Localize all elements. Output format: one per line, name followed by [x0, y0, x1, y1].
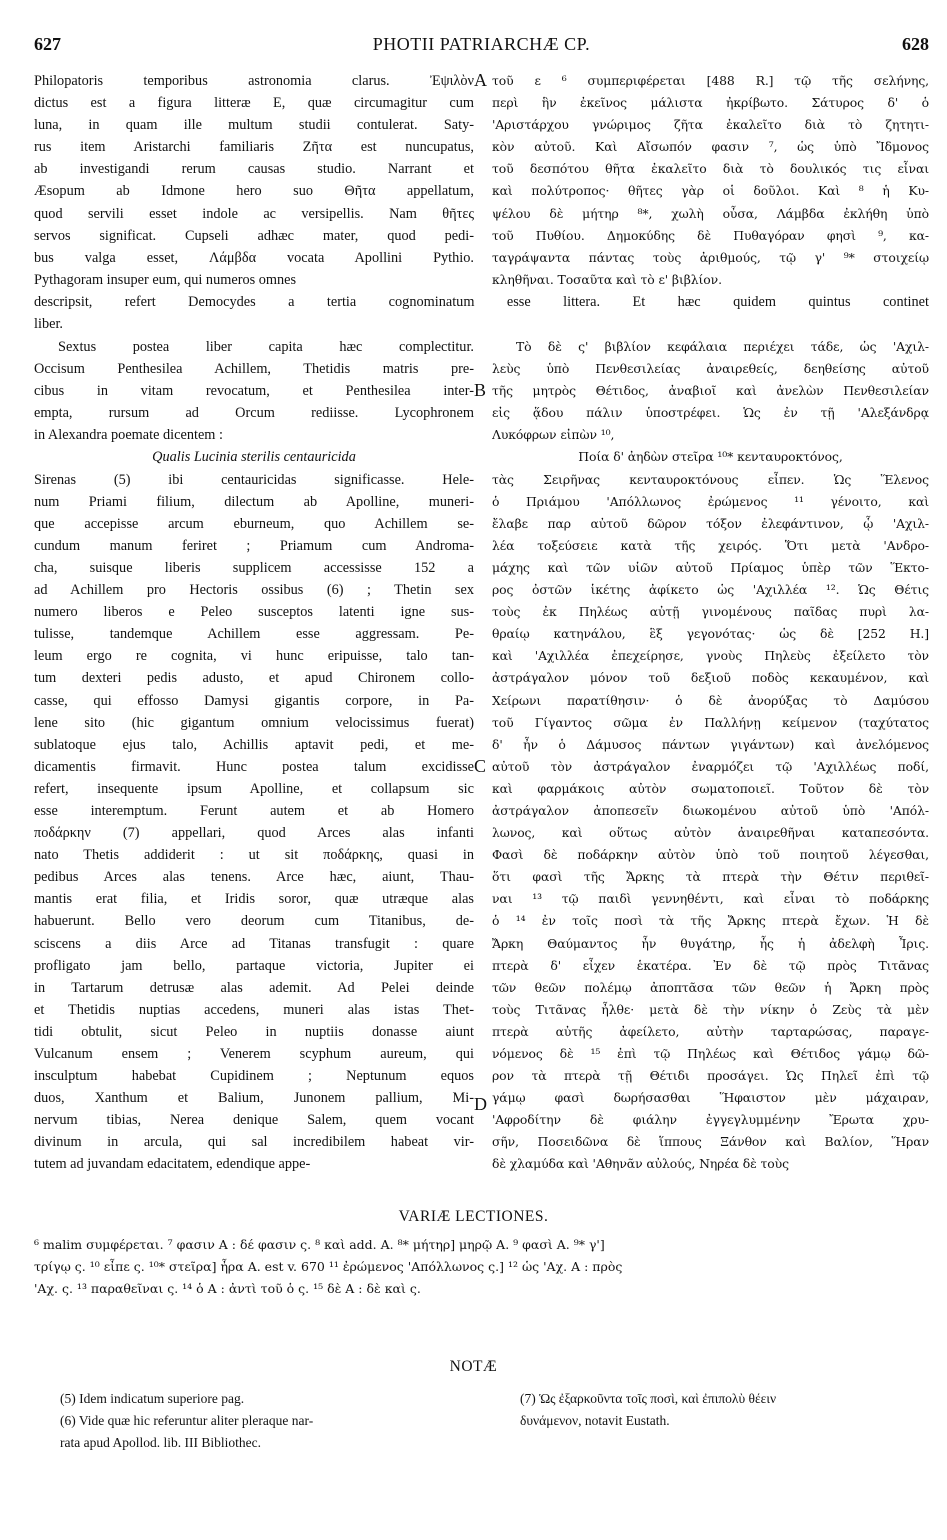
text-line: καὶ πολύτροπος· θῆτες γὰρ οἱ δοῦλοι. Καὶ ⁸ ἡ Κυ- [492, 183, 929, 199]
text-line: κληθῆναι. Τοσαῦτα καὶ τὸ ε' βιβλίον. [492, 271, 722, 287]
text-line: refert, insequente ipsum Apolline, et collapsum sic [34, 780, 474, 797]
varia-lectiones [34, 1236, 929, 1302]
text-line: esse interemptum. Ferunt autem et ab Homero [34, 802, 474, 819]
text-line: πτερὰ δ' εἶχεν ἑκατέρα. Ἐν δὲ τῷ πρὸς Τιτᾶνας [492, 957, 929, 973]
text-line: tum dexteri pedis adusto, et apud Chironem collo- [34, 670, 474, 687]
text-line: γάμῳ φασὶ δωρήσασθαι Ἥφαιστον μὲν μάχαιραν, [492, 1090, 929, 1106]
text-line: αὐτοῦ τὸν ἀστράγαλον ἐναρμόζει τῷ 'Αχιλλέως ποδί, [492, 758, 929, 774]
text-line: εἰς ᾅδου πάλιν ὑποστρέφει. Ὡς ἐν τῇ 'Αλεξάνδρᾳ [492, 405, 929, 421]
greek-column-main [492, 336, 929, 1176]
text-line: Sextus postea liber capita hæc complectitur. [58, 339, 474, 355]
text-line: ναι ¹³ τῷ παιδὶ γεννηθέντι, καὶ εἶναι τὸ ποδάρκης [492, 891, 929, 907]
text-line: nervum tibias, Nerea denique Salem, quem vocant [34, 1112, 474, 1129]
text-line: λωνος, καὶ οὕτως αὐτὸν ἀναιρεθῆναι καταπεσόντα. [492, 825, 929, 841]
text-line: casse, qui effosso Damysi gigantis corpore, in Pa- [34, 692, 474, 709]
text-line: θραίῳ κατηνάλου, ἓξ γεγονότας· ὡς δὲ [252 H.] [492, 626, 929, 642]
text-line: καὶ φαρμάκοις αὐτὸν σωματοποιεῖ. Τοῦτον δὲ τὸν [492, 780, 929, 796]
latin-column-top [34, 70, 474, 291]
text-line: τοὺς Τιτᾶνας ἦλθε· μετὰ δὲ τὴν νίκην ὁ Ζεὺς τὰ μὲν [492, 1001, 929, 1017]
text-line: tutem ad juvandam edacitatem, edendique appe- [34, 1156, 311, 1173]
varia-lectiones-title: VARIÆ LECTIONES. [398, 1208, 549, 1225]
note-line: rata apud Apollod. lib. III Bibliothec. [60, 1435, 261, 1451]
text-line: cha, suisque liberis supplicem accessisse 152 a [34, 559, 474, 576]
text-line: ποδάρκην (7) appellari, quod Arces alas infanti [34, 825, 474, 842]
text-line: habuerunt. Bello vero deorum cum Titanibus, de- [34, 913, 474, 930]
text-line: duos, Xanthum et Balium, Junonem pallium, Mi- [34, 1090, 474, 1107]
varia-line: τρίγῳ ς. ¹⁰ εἶπε ς. ¹⁰* στεῖρα] ἦρα A. est v. 670 ¹¹ ἐρώμενος 'Απόλλωνος ς.] ¹² ὡς 'Αχ. A : πρὸς [34, 1259, 623, 1275]
text-line: tidi obtulit, sicut Peleo in nuptiis donasse aiunt [34, 1023, 474, 1040]
text-line: liber. [34, 316, 63, 333]
text-line: ὁ Πριάμου 'Απόλλωνος ἐρώμενος ¹¹ γένοιτο, καὶ [492, 493, 929, 509]
text-line: κὸν αὐτοῦ. Καὶ Αἴσωπόν φασιν ⁷, ὡς ὑπὸ Ἴδμονος [492, 139, 929, 155]
text-line: descripsit, refert Democydes a tertia cognominatum esse littera. Et hæc quidem quintus continet [34, 294, 929, 310]
varia-line: ⁶ malim συμφέρεται. ⁷ φασιν A : δέ φασιν ς. ⁸ καὶ add. A. ⁸* μήτηρ] μηρῷ A. ⁹ φασὶ A. ⁹* γ'] [34, 1237, 605, 1252]
text-line: 'Αφροδίτην δὲ φιάλην ἐγγεγλυμμένην Ἔρωτα χρυ- [492, 1112, 929, 1128]
page-header [34, 34, 929, 58]
text-line: Philopatoris temporibus astronomia clarus. Ἐψιλὸν [34, 73, 474, 89]
text-line: ab investigandi rerum causas studio. Narrant et [34, 161, 474, 178]
text-line: empta, rursum ad Orcum rediisse. Lycophronem [34, 405, 474, 422]
text-line: τοὺς ἐκ Πηλέως αὐτῇ γινομένους παῖδας πυρὶ λα- [492, 604, 929, 620]
running-title: PHOTII PATRIARCHÆ CP. [372, 34, 591, 54]
text-line: Pythagoram insuper eum, qui numeros omnes [34, 271, 297, 288]
text-line: sublatoque ejus talo, Achillis aptavit pedi, et me- [34, 736, 474, 753]
text-line: τοῦ δεσπότου θῆτα ἐκαλεῖτο διὰ τὸ δουλικός τις εἶναι [492, 161, 929, 177]
text-line: τὰς Σειρῆνας κενταυροκτόνους εἶπεν. Ὡς Ἕλενος [492, 471, 929, 487]
text-line: τῆς μητρὸς Θέτιδος, ἀναβιοῖ καὶ ἀνελὼν Πενθεσιλείαν [492, 383, 929, 399]
text-line: τοῦ Πυθίου. Δημοκύδης δὲ Πυθαγόραν φησὶ ⁹, κα- [492, 227, 929, 243]
text-line: ὁ ¹⁴ ἐν τοῖς ποσὶ τὰ τῆς Ἄρκης πτερὰ ἔχων. Ἡ δὲ [492, 913, 929, 929]
text-line: 'Αριστάρχου γνώριμος ζῆτα ἐκαλεῖτο διὰ τὸ ζητητι- [492, 117, 929, 133]
text-line: mantis erat filia, et Iridis soror, quæ utræque alas [34, 891, 474, 908]
text-line: Φασὶ δὲ ποδάρκην αὐτὸν ὑπὸ τοῦ ποιητοῦ λέγεσθαι, [492, 847, 929, 863]
text-line: Vulcanum ensem ; Venerem scyphum aureum, qui [34, 1046, 474, 1062]
text-line: Χείρωνι παρατίθησιν· ὁ δὲ ἀνορύξας τὸ Δαμύσου [492, 692, 929, 708]
text-line: pedibus Arces alas tenens. Arce hæc, aiunt, Thau- [34, 869, 474, 886]
text-line: Ποία δ' ἀηδὼν στεῖρα ¹⁰* κενταυροκτόνος, [578, 449, 843, 465]
text-line: dictus est a figura litteræ E, quæ circumagitur cum [34, 95, 474, 112]
text-line: ταγράψαντα πάντας τοὺς ἀριθμούς, τῷ γ' ⁹* στοιχείῳ [492, 249, 929, 265]
text-line: in Tartarum detrusæ alas ademit. Ad Pelei deinde [34, 979, 474, 996]
page-number-right: 628 [902, 34, 929, 54]
text-line: σῆν, Ποσειδῶνα δὲ ἵππους Ξάνθον καὶ Βαλίον, Ἥραν [492, 1134, 929, 1150]
text-line: et Thetidis nuptias accedens, muneri alas istas Thet- [34, 1001, 474, 1018]
text-line: ἔλαβε παρ αὐτοῦ δῶρον τόξον ἐλεφάντινον, ᾧ 'Αχιλ- [492, 515, 929, 531]
text-line: Τὸ δὲ ς' βιβλίον κεφάλαια περιέχει τάδε, ὡς 'Αχιλ- [516, 339, 929, 354]
note-line: (5) Idem indicatum superiore pag. [60, 1391, 245, 1406]
latin-column-main [34, 336, 474, 1176]
text-line: καὶ 'Αχιλλέα ἐπεχείρησε, γνοὺς Πηλεὺς ἐξείλετο τὸν [492, 648, 929, 664]
text-line: ρος ὀστῶν ἱκέτης ἀφίκετο ὡς 'Αχιλλέα ¹². Ὡς Θέτις [492, 582, 929, 598]
text-line: rus item Aristarchi familiaris Ζῆτα est nuncupatus, [34, 139, 474, 156]
text-line: lene sito (hic gigantum omnium velocissimus fuerat) [34, 714, 474, 731]
text-line: δ' ἦν ὁ Δάμυσος πάντων γιγάντων) καὶ ἀνελόμενος [492, 736, 929, 752]
text-line: dicamentis firmavit. Hunc postea talum excidisse [34, 758, 474, 775]
text-line: sciscens a diis Arce ad Titanas transfugit : quare [34, 935, 474, 952]
text-line: cundum manum feriret ; Priamum cum Androma- [34, 537, 474, 554]
margin-marker-b: B [474, 380, 487, 400]
text-line: Λυκόφρων εἰπὼν ¹⁰, [492, 427, 615, 443]
text-line: insculptum habebat Cupidinem ; Neptunum equos [34, 1068, 474, 1085]
text-line: ρον τὰ πτερὰ τῇ Θέτιδι προσάγει. Ὡς Πηλεῖ ἐπὶ τῷ [492, 1068, 929, 1084]
text-line: λεὺς ὑπὸ Πενθεσιλείας ἀναιρεθείς, δεηθείσης αὐτοῦ [492, 361, 929, 377]
text-line: nato Thetis addiderit : ut sit ποδάρκης, quasi in [34, 847, 474, 864]
text-line: Occisum Penthesilea Achillem, Thetidis matris pre- [34, 361, 474, 378]
text-line: μάχης καὶ τῶν υἱῶν αὐτοῦ Πρίαμος ὑπὲρ τῶν Ἕκτο- [492, 559, 929, 575]
text-line: τοῦ ε ⁶ συμπεριφέρεται [488 R.] τῷ τῆς σελήνης, [492, 73, 929, 88]
note-line: (7) Ὡς ἐξαρκοῦντα τοῖς ποσὶ, καὶ ἐπιπολὺ θέειν [520, 1391, 777, 1406]
note-line: (6) Vide quæ hic referuntur aliter pleraque nar- [60, 1413, 314, 1429]
text-line: que accepisse arcum eburneum, quo Achillem se- [34, 515, 474, 532]
varia-line: 'Αχ. ς. ¹³ παραθεῖναι ς. ¹⁴ ὁ A : ἀντὶ τοῦ ὁ ς. ¹⁵ δὲ A : δὲ καὶ ς. [34, 1281, 421, 1297]
text-line: ὅτι φασὶ τῆς Ἄρκης τὰ πτερὰ τὴν Θέτιν περιθεῖ- [492, 869, 929, 885]
text-line: in Alexandra poemate dicentem : [34, 427, 223, 444]
full-width-lines [34, 291, 929, 335]
text-line: ἀστράγαλον ἀποπεσεῖν διωκομένου αὐτοῦ ὑπὸ 'Απόλ- [492, 802, 929, 818]
text-line: Æsopum ab Idmone hero suo Θῆτα appellatum, [34, 183, 474, 200]
text-line: Qualis Lucinia sterilis centauricida [152, 449, 356, 466]
text-line: Sirenas (5) ibi centauricidas significasse. Hele- [34, 471, 474, 488]
text-line: servos significat. Cupseli adhæc mater, quod pedi- [34, 227, 474, 244]
text-line: luna, in quam ille multum studii contulerat. Saty- [34, 117, 474, 134]
greek-column-top [492, 70, 929, 291]
text-line: quod servili esset indole ac versipellis. Nam θῆτες [34, 205, 474, 222]
text-line: bus valga esset, Λάμβδα vocata Apollini Pythio. [34, 249, 474, 266]
text-line: profligato jam bello, partaque victoria, Jupiter ei [34, 957, 474, 974]
text-line: λέα τοξεύσειε κατὰ τῆς χειρός. Ὅτι μετὰ 'Ανδρο- [492, 537, 929, 553]
text-line: Ἄρκη Θαύμαντος ἦν θυγάτηρ, ἧς ἡ ἀδελφὴ Ἶρις. [492, 935, 929, 951]
text-line: πτερὰ αὐτῆς ἀφείλετο, αὐτὴν ταρταρώσας, παραγε- [492, 1023, 929, 1039]
text-line: περὶ ἣν ἐκεῖνος μάλιστα ἠκρίβωτο. Σάτυρος δ' ὁ [492, 95, 929, 111]
text-line: ψέλου δὲ μήτηρ ⁸*, χωλὴ οὖσα, Λάμβδα ἐκλήθη ὑπὸ [492, 205, 929, 221]
text-line: tulisse, tandemque Achillem esse aggressam. Pe- [34, 626, 474, 643]
page-number-left: 627 [34, 34, 61, 54]
note-line: δυνάμενον, notavit Eustath. [520, 1413, 670, 1429]
text-line: ἀστράγαλον μόνον τοῦ δεξιοῦ ποδὸς κεκαυμένον, καὶ [492, 670, 929, 686]
margin-marker-a: A [474, 70, 487, 90]
text-line: νόμενος δὲ ¹⁵ ἐπὶ τῷ Πηλέως καὶ Θέτιδος γάμῳ δῶ- [492, 1046, 929, 1061]
notae-title: NOTÆ [449, 1358, 498, 1375]
text-line: ad Achillem pro Hectoris ossibus (6) ; Thetin sex [34, 582, 474, 599]
notae-right [520, 1390, 930, 1434]
text-line: δὲ χλαμύδα καὶ 'Αθηνᾶν αὐλούς, Νηρέα δὲ τοὺς [492, 1156, 789, 1172]
notae-left [60, 1390, 480, 1456]
text-line: leum ergo re cognita, vi hunc eripuisse, talo tan- [34, 648, 474, 665]
text-line: num Priami filium, dilectum ab Apolline, muneri- [34, 493, 474, 510]
text-line: numero liberos e Peleo susceptos latenti igne sus- [34, 604, 474, 621]
text-line: τῶν θεῶν πολέμῳ ἀποπτᾶσα τῶν θεῶν ἡ Ἄρκη πρὸς [492, 979, 929, 995]
text-line: divinum in arcula, qui sal incredibilem habeat vir- [34, 1134, 474, 1151]
text-line: τοῦ Γίγαντος σῶμα ἐν Παλλήνῃ κείμενον (ταχύτατος [492, 714, 929, 730]
margin-marker-c: C [474, 756, 487, 776]
margin-marker-d: D [474, 1094, 487, 1114]
text-line: cibus in vitam revocatum, et Penthesilea inter- [34, 383, 474, 400]
